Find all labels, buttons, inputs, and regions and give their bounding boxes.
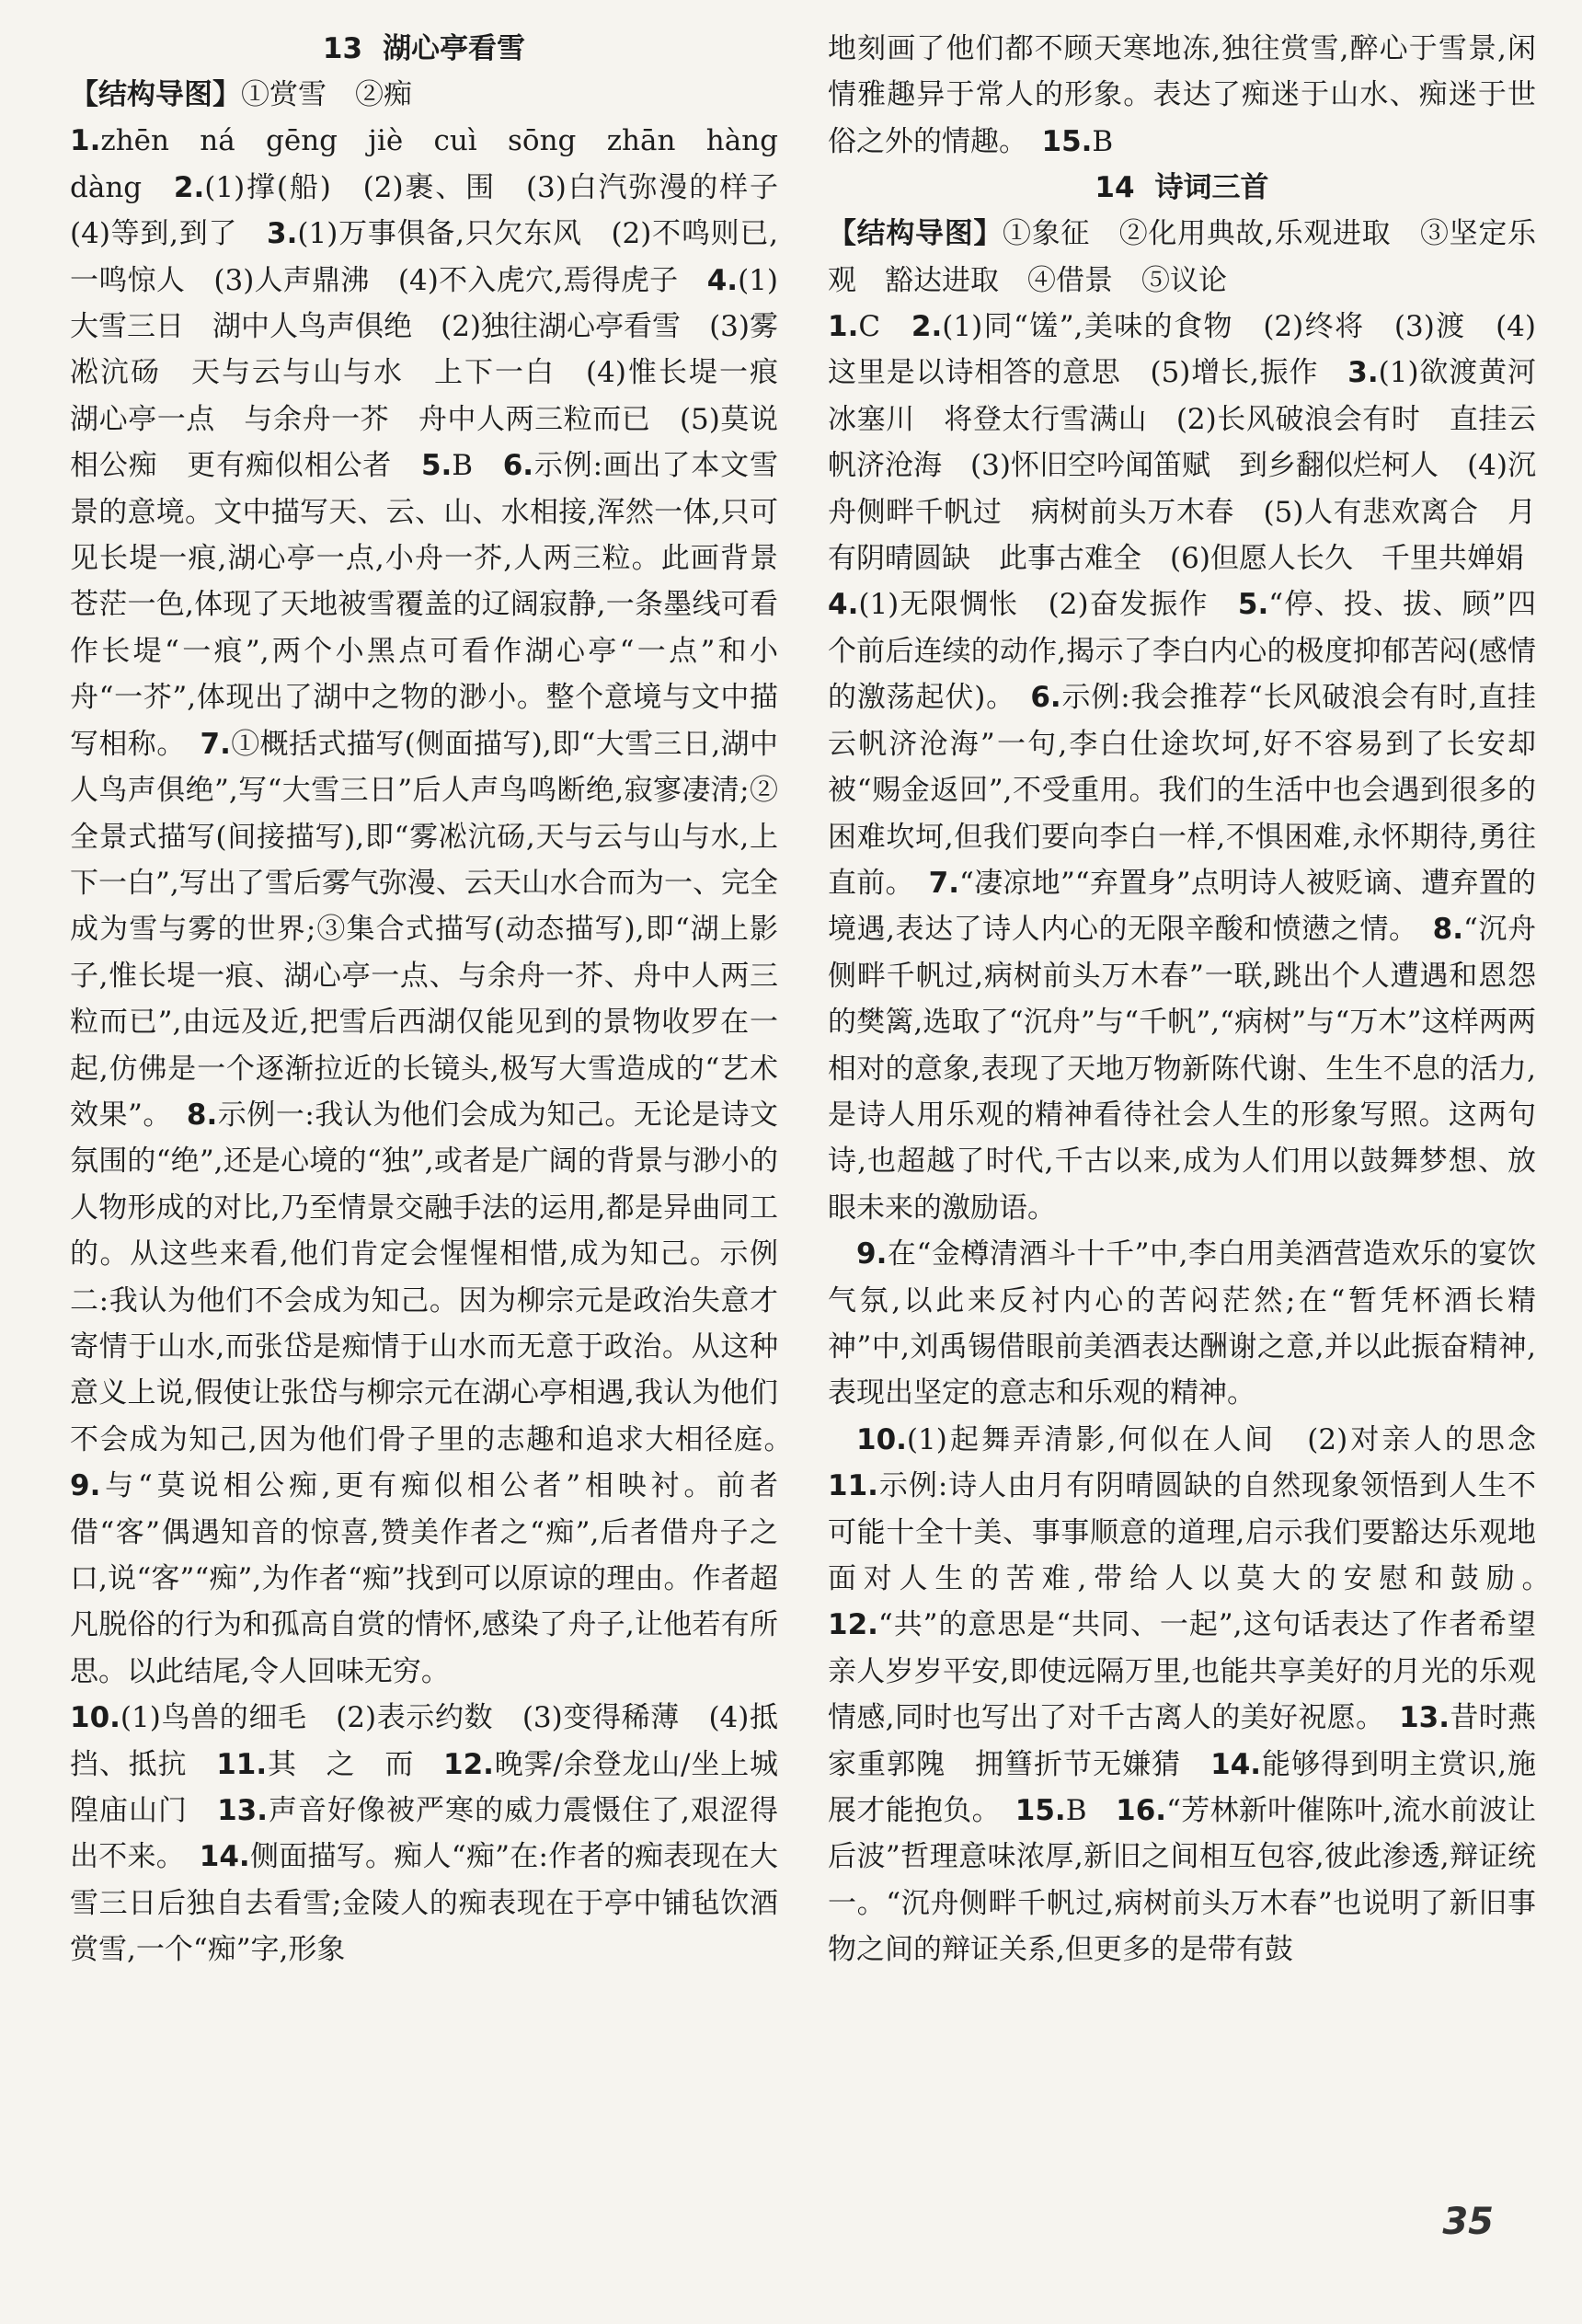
answers-block [70, 118, 808, 1695]
answer-number: 6. [1030, 681, 1061, 715]
answer-number: 8. [1432, 913, 1464, 947]
answer-text: (1)起舞弄清影,何似在人间 (2)对亲人的思念 [906, 1422, 1565, 1456]
answer-number: 12. [828, 1608, 878, 1642]
answer-text: 示例:画出了本文雪景的意境。文中描写天、云、山、水相接,浑然一体,只可见长堤一痕,湖心亭一点,小舟一芥,人两三粒。此画背景苍茫一色,体现了天地被雪覆盖的辽阔寂静,一条墨线可看作长堤“一痕”,两个小黑点可看作湖心亭“一点”和小舟“一芥”,体现出了湖中之物的渺小。整个意境与文中描写相称。 [70, 449, 778, 761]
answer-number: 14. [1210, 1747, 1262, 1781]
answer-text: 昔时燕家重郭隗 拥篲折节无嫌猜 [828, 1701, 1536, 1781]
answer-text: 地刻画了他们都不顾天寒地冻,独往赏雪,醉心于雪景,闲情雅趣异于常人的形象。表达了痴迷于山水、痴迷于世俗之外的情趣。 [828, 32, 1536, 158]
answer-number: 5. [1237, 588, 1269, 622]
guide-text: ①象征 ②化用典故,乐观进取 ③坚定乐观 豁达进取 ④借景 ⑤议论 [828, 217, 1537, 297]
answer-number: 11. [828, 1469, 878, 1503]
answer-text: 示例:诗人由月有阴晴圆缺的自然现象领悟到人生不可能十全十美、事事顺意的道理,启示我们要豁达乐观地面对人生的苦难,带给人以莫大的安慰和鼓励。 [828, 1469, 1565, 1595]
answer-text: (1)万事俱备,只欠东风 (2)不鸣则已,一鸣惊人 (3)人声鼎沸 (4)不入虎穴,焉得虎子 [70, 217, 779, 297]
answer-number: 12. [443, 1747, 494, 1781]
guide-label: 【结构导图】 [70, 78, 241, 111]
answer-number: 2. [173, 170, 205, 204]
answer-text: 其 之 而 [267, 1747, 443, 1781]
answer-number: 9. [856, 1237, 888, 1271]
answer-number: 8. [186, 1098, 218, 1132]
answer-number: 4. [706, 263, 739, 297]
answer-number: 10. [70, 1701, 120, 1735]
answers-block [828, 1231, 1536, 1417]
structure-guide [828, 211, 1536, 304]
answer-number: 15. [1041, 124, 1093, 158]
answer-text: 与“莫说相公痴,更有痴似相公者”相映衬。前者借“客”偶遇知音的惊喜,赞美作者之“痴”,后者借舟子之口,说“客”“痴”,为作者“痴”找到可以原谅的理由。作者超凡脱俗的行为和孤高自赏的情怀,感染了舟子,让他若有所思。以此结尾,令人回味无穷。 [70, 1469, 778, 1688]
answer-number: 15. [1015, 1794, 1066, 1828]
section-title-text: 诗词三首 [1154, 171, 1269, 205]
answer-text: B [452, 449, 503, 483]
answer-text: (1)欲渡黄河冰塞川 将登太行雪满山 (2)长风破浪会有时 直挂云帆济沧海 (3)怀旧空吟闻笛赋 到乡翻似烂柯人 (4)沉舟侧畔千帆过 病树前头万木春 (5)人有悲欢离合 月有阴晴圆缺 此事古难全 (6)但愿人长久 千里共婵娟 [828, 356, 1536, 576]
answer-number: 13. [217, 1794, 268, 1828]
answers-block [70, 1695, 778, 1973]
answer-number: 11. [216, 1747, 268, 1781]
answer-text: “停、投、拔、顾”四个前后连续的动作,揭示了李白内心的极度抑郁苦闷(感情的激荡起伏)。 [828, 588, 1536, 715]
answer-number: 9. [70, 1469, 101, 1503]
answer-text: 能够得到明主赏识,施展才能抱负。 [828, 1747, 1536, 1828]
answer-number: 1. [70, 124, 101, 158]
answer-number: 5. [420, 449, 453, 483]
answer-number: 7. [200, 727, 231, 761]
answer-number: 2. [911, 310, 943, 344]
answers-block [828, 26, 1536, 165]
answer-text: “凄凉地”“弃置身”点明诗人被贬谪、遭弃置的境遇,表达了诗人内心的无限辛酸和愤懑之情。 [828, 866, 1536, 947]
answer-text: (1)大雪三日 湖中人鸟声俱绝 (2)独往湖心亭看雪 (3)雾凇沆砀 天与云与山与水 上下一白 (4)惟长堤一痕 湖心亭一点 与余舟一芥 舟中人两三粒而已 (5)莫说相公痴 更有痴似相公者 [70, 263, 807, 483]
answer-text: 示例一:我认为他们会成为知己。无论是诗文氛围的“绝”,还是心境的“独”,或者是广阔的背景与渺小的人物形成的对比,乃至情景交融手法的运用,都是异曲同工的。从这些来看,他们肯定会惺惺相惜,成为知己。示例二:我认为他们不会成为知己。因为柳宗元是政治失意才寄情于山水,而张岱是痴情于山水而无意于政治。从这种意义上说,假使让张岱与柳宗元在湖心亭相遇,我认为他们不会成为知己,因为他们骨子里的志趣和追求大相径庭。 [70, 1098, 807, 1456]
answer-text: (1)同“馐”,美味的食物 (2)终将 (3)渡 (4)这里是以诗相答的意思 (5)增长,振作 [828, 310, 1536, 390]
guide-text: ①赏雪 ②痴 [241, 78, 412, 111]
answer-number: 6. [502, 449, 534, 483]
answer-text: 侧面描写。痴人“痴”在:作者的痴表现在大雪三日后独自去看雪;金陵人的痴表现在于亭中铺毡饮酒赏雪,一个“痴”字,形象 [70, 1840, 779, 1967]
answer-text: ①概括式描写(侧面描写),即“大雪三日,湖中人鸟声俱绝”,写“大雪三日”后人声鸟鸣断绝,寂寥凄清;②全景式描写(间接描写),即“雾凇沆砀,天与云与山与水,上下一白”,写出了雪后雾气弥漫、云天山水合而为一、完全成为雪与雾的世界;③集合式描写(动态描写),即“湖上影子,惟长堤一痕、湖心亭一点、与余舟一芥、舟中人两三粒而已”,由远及近,把雪后西湖仅能见到的景物收罗在一起,仿佛是一个逐渐拉近的长镜头,极写大雪造成的“艺术效果”。 [70, 727, 778, 1132]
section-title-13 [70, 26, 778, 72]
answer-text: zhēn ná gēng jiè cuì sōng zhān hàng dàng [70, 124, 778, 204]
answer-text: 示例:我会推荐“长风破浪会有时,直挂云帆济沧海”一句,李白仕途坎坷,好不容易到了长安却被“赐金返回”,不受重用。我们的生活中也会遇到很多的困难坎坷,但我们要向李白一样,不惧困难,永怀期待,勇往直前。 [828, 681, 1537, 900]
answer-text: 晚霁/余登龙山/坐上城隍庙山门 [70, 1747, 779, 1828]
section-number: 13 [322, 32, 363, 65]
answer-text: (1)撑(船) (2)裹、围 (3)白汽弥漫的样子 (4)等到,到了 [70, 170, 808, 251]
answer-text: “芳林新叶催陈叶,流水前波让后波”哲理意味浓厚,新旧之间相互包容,彼此渗透,辩证统一。“沉舟侧畔千帆过,病树前头万木春”也说明了新旧事物之间的辩证关系,但更多的是带有鼓 [828, 1794, 1537, 1967]
answer-text: “共”的意思是“共同、一起”,这句话表达了作者希望亲人岁岁平安,即使远隔万里,也能共享美好的月光的乐观情感,同时也写出了对千古离人的美好祝愿。 [828, 1608, 1536, 1735]
answer-number: 3. [1347, 356, 1379, 390]
guide-label: 【结构导图】 [828, 217, 1003, 251]
answer-number: 7. [928, 866, 959, 900]
answer-number: 10. [856, 1422, 907, 1456]
answer-number: 16. [1116, 1794, 1167, 1828]
answer-text: “沉舟侧畔千帆过,病树前头万木春”一联,跳出个人遭遇和恩怨的樊篱,选取了“沉舟”与“千帆”,“病树”与“万木”这样两两相对的意象,表现了天地万物新陈代谢、生生不息的活力,是诗人用乐观的精神看待社会人生的形象写照。这两句诗,也超越了时代,千古以来,成为人们用以鼓舞梦想、放眼未来的激励语。 [828, 913, 1536, 1225]
answer-number: 14. [199, 1840, 250, 1874]
answers-block [828, 1417, 1565, 1973]
answers-block [828, 581, 1536, 1231]
answer-text: (1)无限惆怅 (2)奋发振作 [858, 588, 1238, 622]
answer-text: B [1092, 124, 1142, 158]
section-title-text: 湖心亭看雪 [383, 32, 526, 65]
answer-number: 4. [828, 588, 859, 622]
answer-number: 13. [1399, 1701, 1450, 1735]
section-number: 14 [1095, 171, 1135, 205]
right-column [828, 26, 1565, 1973]
answer-number: 3. [267, 217, 298, 251]
answer-text: B [1065, 1794, 1117, 1828]
answer-text: (1)鸟兽的细毛 (2)表示约数 (3)变得稀薄 (4)抵挡、抵抗 [70, 1701, 778, 1781]
page-number: 35 [1442, 2201, 1494, 2243]
answer-text: 声音好像被严寒的威力震慑住了,艰涩得出不来。 [70, 1794, 779, 1874]
answer-text: C [858, 310, 911, 344]
section-title-14 [828, 165, 1536, 211]
answer-number: 1. [828, 310, 859, 344]
answers-block [828, 304, 1536, 581]
answer-text: 在“金樽清酒斗十千”中,李白用美酒营造欢乐的宴饮气氛,以此来反衬内心的苦闷茫然;在“暂凭杯酒长精神”中,刘禹锡借眼前美酒表达酬谢之意,并以此振奋精神,表现出坚定的意志和乐观的精神。 [828, 1237, 1536, 1410]
left-column [70, 26, 808, 1973]
structure-guide [70, 72, 778, 118]
